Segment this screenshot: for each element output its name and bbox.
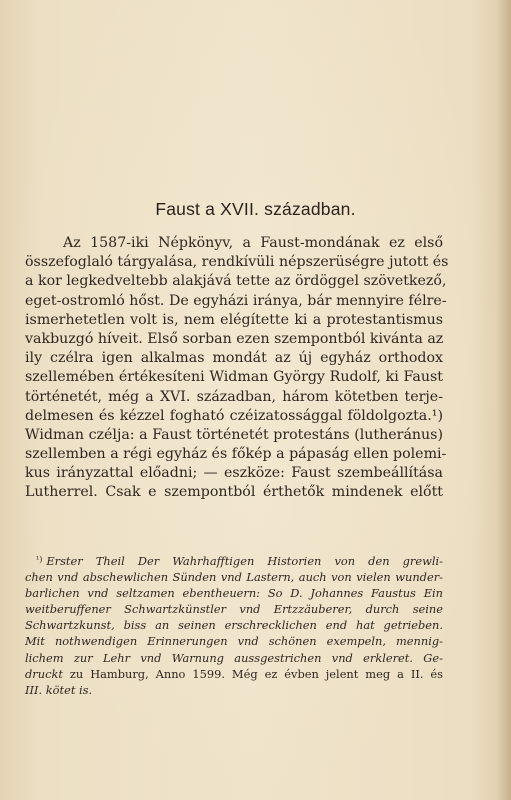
body-line: ily czélra igen alkalmas mondát az új egyház orthodox bbox=[25, 350, 443, 367]
footnote-line: weitberuffener Schwartzkünstler vnd Ertzzäuberer, durch seine bbox=[25, 602, 443, 617]
body-line: kus irányzattal előadni; — eszköze: Faust szembeállítása bbox=[25, 465, 443, 482]
body-text bbox=[25, 234, 449, 503]
footnote-line: Mit nothwendigen Erinnerungen vnd schönen exempeln, mennig- bbox=[25, 634, 443, 649]
body-line: Lutherrel. Csak e szempontból érthetők mindenek előtt bbox=[25, 484, 443, 501]
page-title: Faust a XVII. században. bbox=[155, 199, 356, 219]
body-line: összefoglaló tárgyalása, rendkívüli népszerüségre jutott és bbox=[25, 254, 449, 271]
footnote-line: III. kötet is. bbox=[25, 682, 93, 697]
body-line: Widman czélja: a Faust történetét protestáns (lutheránus) bbox=[25, 426, 443, 443]
body-line: eget-ostromló hőst. De egyházi iránya, bár mennyire félre- bbox=[25, 292, 447, 309]
body-line: ismerhetetlen volt is, nem elégítette ki a protestantismus bbox=[25, 311, 443, 328]
body-line: Az 1587-iki Népkönyv, a Faust-mondának ez első bbox=[63, 235, 443, 251]
footnote-line bbox=[25, 666, 443, 682]
footnote bbox=[25, 553, 443, 698]
footnote-line: Schwartzkunst, biss an seinen erschrecklichen end hat getrieben. bbox=[25, 618, 443, 633]
body-line: szellemben a régi egyház és főkép a pápaság ellen polemi- bbox=[25, 446, 447, 463]
footnote-roman-text: zu Hamburg, Anno 1599. Még ez évben jelent meg a II. és bbox=[69, 666, 443, 681]
footnote-text: Erster Theil Der Wahrhafftigen Historien von den grewli- bbox=[46, 554, 443, 568]
footnote-line: chen vnd abschewlichen Sünden vnd Lastern, auch von vielen wunder- bbox=[25, 570, 443, 585]
body-line: szellemében értékesíteni Widman György Rudolf, ki Faust bbox=[25, 369, 443, 386]
footnote-line: barlichen vnd seltzamen ebentheuern: So D. Johannes Faustus Ein bbox=[25, 586, 443, 601]
body-line: vakbuzgó híveit. Első sorban ezen szempontból kivánta az bbox=[25, 330, 444, 347]
footnote-line: lichem zur Lehr vnd Warnung aussgestrichen vnd erkleret. Ge- bbox=[25, 650, 443, 665]
footnote-line bbox=[25, 553, 443, 569]
body-line: történetét, még a XVI. században, három kötetben terje- bbox=[25, 388, 443, 405]
body-line: delmesen és kézzel fogható czéizatossággal földolgozta.¹) bbox=[25, 407, 443, 424]
footnote-italic-word: druckt bbox=[25, 666, 63, 681]
footnote-marker: ¹) bbox=[36, 555, 43, 564]
body-line: a kor legkedveltebb alakjává tette az ördöggel szövetkező, bbox=[25, 273, 447, 290]
